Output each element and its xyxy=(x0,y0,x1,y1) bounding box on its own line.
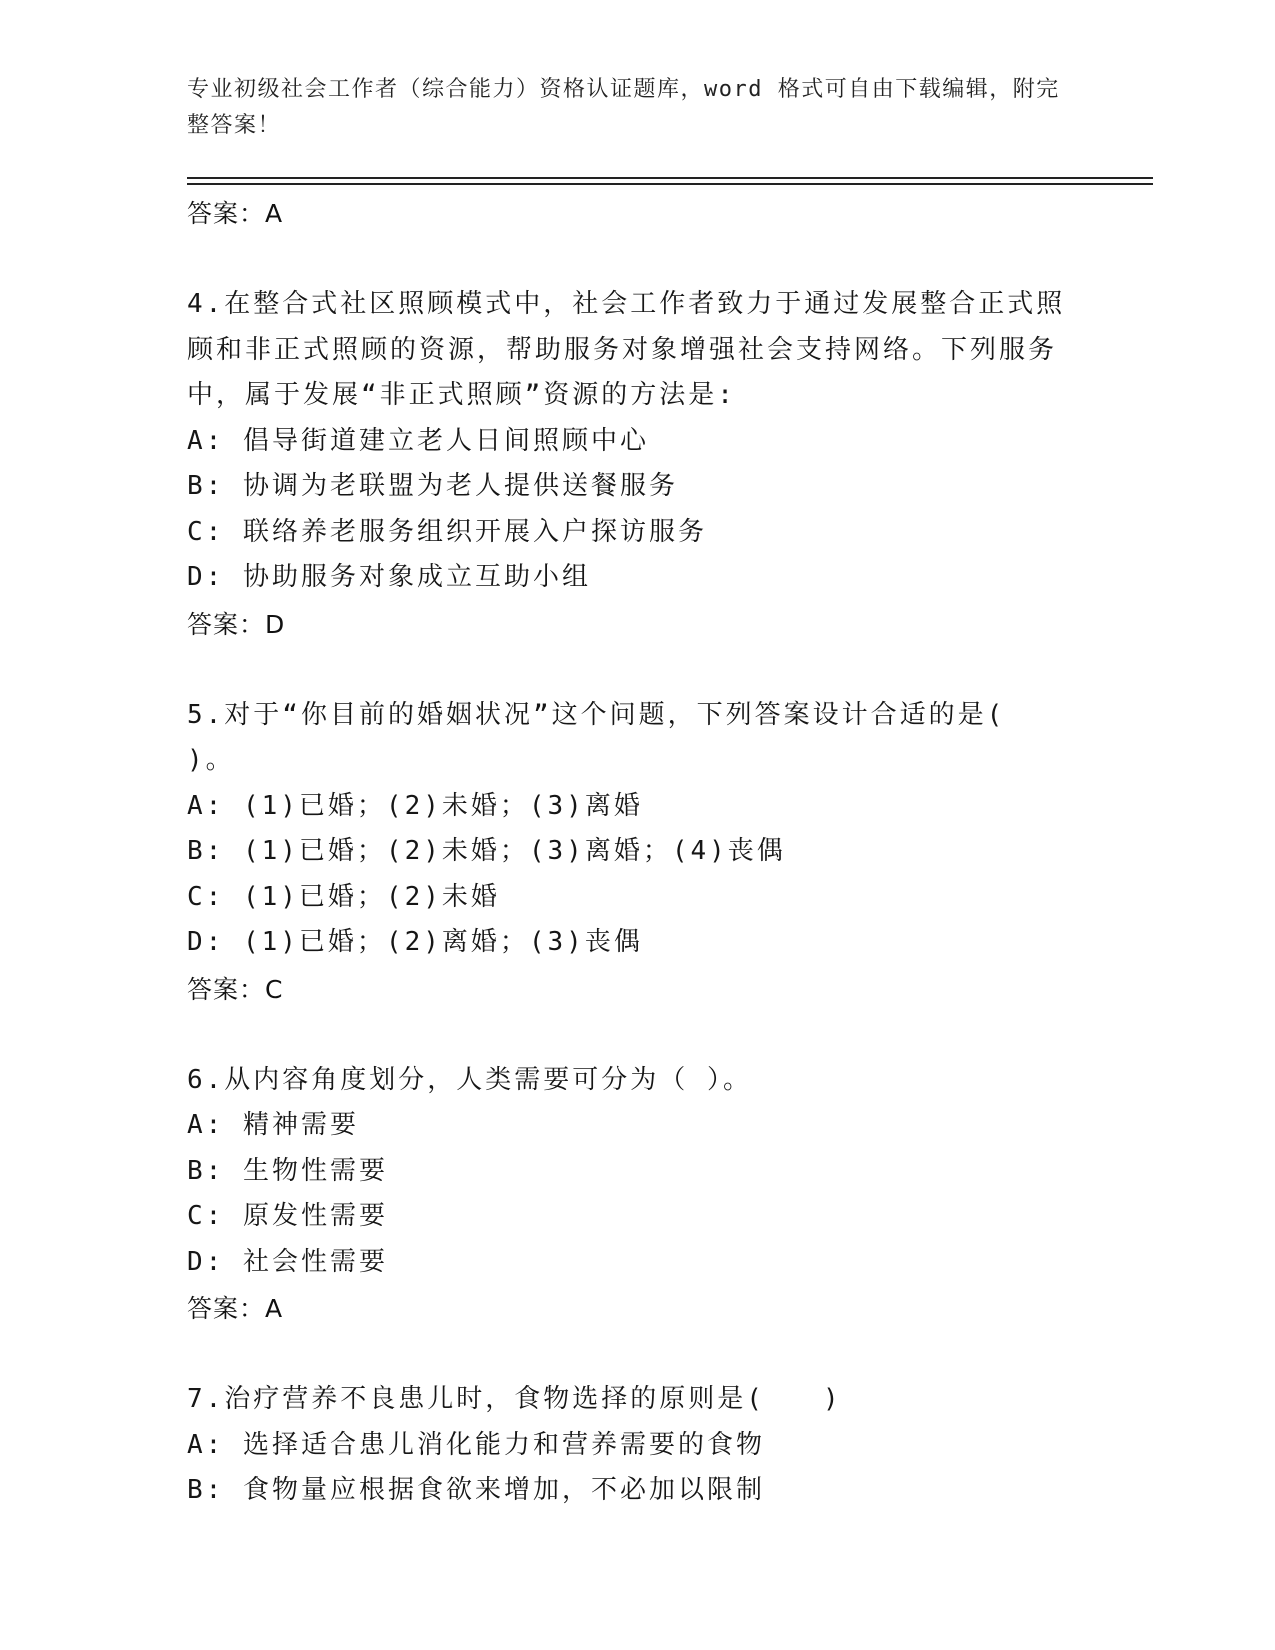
question-4-text: 4.在整合式社区照顾模式中，社会工作者致力于通过发展整合正式照顾和非正式照顾的资源，帮助服务对象增强社会支持网络。下列服务中，属于发展“非正式照顾”资源的方法是: xyxy=(187,289,1066,410)
header-rule-top xyxy=(187,177,1153,179)
question-6-text: 6.从内容角度划分，人类需要可分为（ ）。 xyxy=(187,1064,752,1095)
question-7-option-b: B: 食物量应根据食欲来增加，不必加以限制 xyxy=(187,1475,765,1505)
question-6-option-b: B: 生物性需要 xyxy=(187,1155,388,1186)
question-7 xyxy=(187,1377,1087,1514)
question-5-text: 5.对于“你目前的婚姻状况”这个问题，下列答案设计合适的是( )。 xyxy=(187,699,1006,775)
question-content xyxy=(187,190,1087,1514)
question-4 xyxy=(187,282,1087,649)
question-5 xyxy=(187,693,1087,1014)
answer-q3: 答案：A xyxy=(187,199,284,228)
question-5-option-d: D: (1)已婚；(2)离婚；(3)丧偶 xyxy=(187,927,643,957)
header-rule-bottom xyxy=(187,183,1153,185)
answer-q4: 答案：D xyxy=(187,609,286,639)
spacer xyxy=(187,238,1087,282)
question-5-option-c: C: (1)已婚；(2)未婚 xyxy=(187,881,500,912)
answer-q6: 答案：A xyxy=(187,1294,284,1323)
question-4-option-b: B: 协调为老联盟为老人提供送餐服务 xyxy=(187,471,678,501)
spacer xyxy=(187,649,1087,693)
document-header: 专业初级社会工作者（综合能力）资格认证题库，word 格式可自由下载编辑，附完整答案！ xyxy=(187,77,1060,138)
question-5-option-a: A: (1)已婚；(2)未婚；(3)离婚 xyxy=(187,790,643,821)
question-4-option-d: D: 协助服务对象成立互助小组 xyxy=(187,562,591,592)
question-4-option-c: C: 联络养老服务组织开展入户探访服务 xyxy=(187,516,707,547)
spacer xyxy=(187,1333,1087,1377)
question-6 xyxy=(187,1058,1087,1334)
question-6-option-c: C: 原发性需要 xyxy=(187,1201,388,1231)
question-6-option-a: A: 精神需要 xyxy=(187,1110,359,1140)
spacer xyxy=(187,1014,1087,1058)
question-6-option-d: D: 社会性需要 xyxy=(187,1246,388,1277)
answer-q5: 答案：C xyxy=(187,974,284,1004)
question-4-option-a: A: 倡导街道建立老人日间照顾中心 xyxy=(187,425,649,456)
question-7-text: 7.治疗营养不良患儿时，食物选择的原则是( ) xyxy=(187,1384,842,1414)
question-7-option-a: A: 选择适合患儿消化能力和营养需要的食物 xyxy=(187,1429,765,1460)
question-5-option-b: B: (1)已婚；(2)未婚；(3)离婚；(4)丧偶 xyxy=(187,836,786,866)
